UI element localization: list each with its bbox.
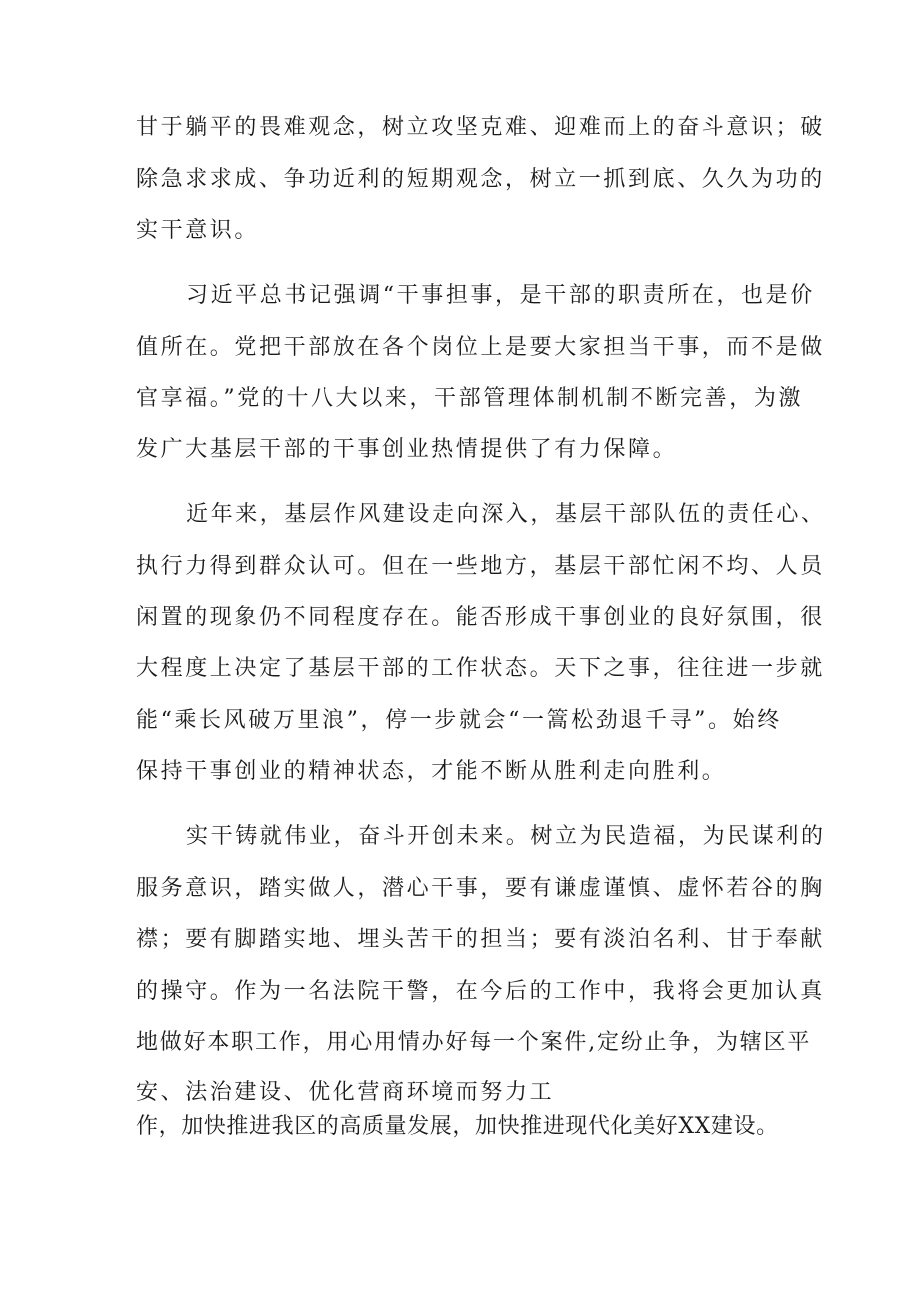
paragraph-4-line-1: 实干铸就伟业，奋斗开创未来。树立为民造福，为民谋利的 — [186, 824, 826, 849]
paragraph-3-line-2: 执行力得到群众认可。但在一些地方，基层干部忙闲不均、人员 — [136, 554, 825, 579]
paragraph-2-line-3: 官享福。”党的十八大以来，干部管理体制机制不断完善，为激 — [136, 386, 804, 411]
paragraph-3-line-1: 近年来，基层作风建设走向深入，基层干部队伍的责任心、 — [186, 502, 826, 527]
paragraph-4-line-6: 安、法治建设、优化营商环境而努力工 — [136, 1080, 555, 1105]
paragraph-2-line-1: 习近平总书记强调“干事担事，是干部的职责所在，也是价 — [186, 283, 815, 308]
paragraph-2-line-2: 值所在。党把干部放在各个岗位上是要大家担当干事，而不是做 — [136, 335, 825, 360]
paragraph-1-line-1: 甘于躺平的畏难观念，树立攻坚克难、迎难而上的奋斗意识；破 — [136, 115, 825, 140]
paragraph-3-line-4: 大程度上决定了基层干部的工作状态。天下之事，往往进一步就 — [136, 656, 825, 681]
paragraph-3-line-5: 能“乘长风破万里浪”，停一步就会“一篙松劲退千寻”。始终 — [136, 708, 782, 733]
paragraph-4-line-4: 的操守。作为一名法院干警，在今后的工作中，我将会更加认真 — [136, 979, 825, 1004]
paragraph-4-line-7: 作，加快推进我区的高质量发展，加快推进现代化美好XX建设。 — [136, 1114, 779, 1139]
paragraph-1-line-3: 实干意识。 — [136, 218, 260, 243]
paragraph-4-line-2: 服务意识，踏实做人，潜心干事，要有谦虚谨慎、虚怀若谷的胸 — [136, 876, 825, 901]
paragraph-1-line-2: 除急求求成、争功近利的短期观念，树立一抓到底、久久为功的 — [136, 167, 825, 192]
paragraph-3-line-6: 保持干事创业的精神状态，才能不断从胜利走向胜利。 — [136, 759, 727, 784]
paragraph-2-line-4: 发广大基层干部的干事创业热情提供了有力保障。 — [136, 437, 678, 462]
paragraph-4-line-5: 地做好本职工作，用心用情办好每一个案件,定纷止争，为辖区平 — [136, 1030, 812, 1055]
paragraph-3-line-3: 闲置的现象仍不同程度存在。能否形成干事创业的良好氛围，很 — [136, 605, 825, 630]
paragraph-4-line-3: 襟；要有脚踏实地、埋头苦干的担当；要有淡泊名利、甘于奉献 — [136, 927, 825, 952]
